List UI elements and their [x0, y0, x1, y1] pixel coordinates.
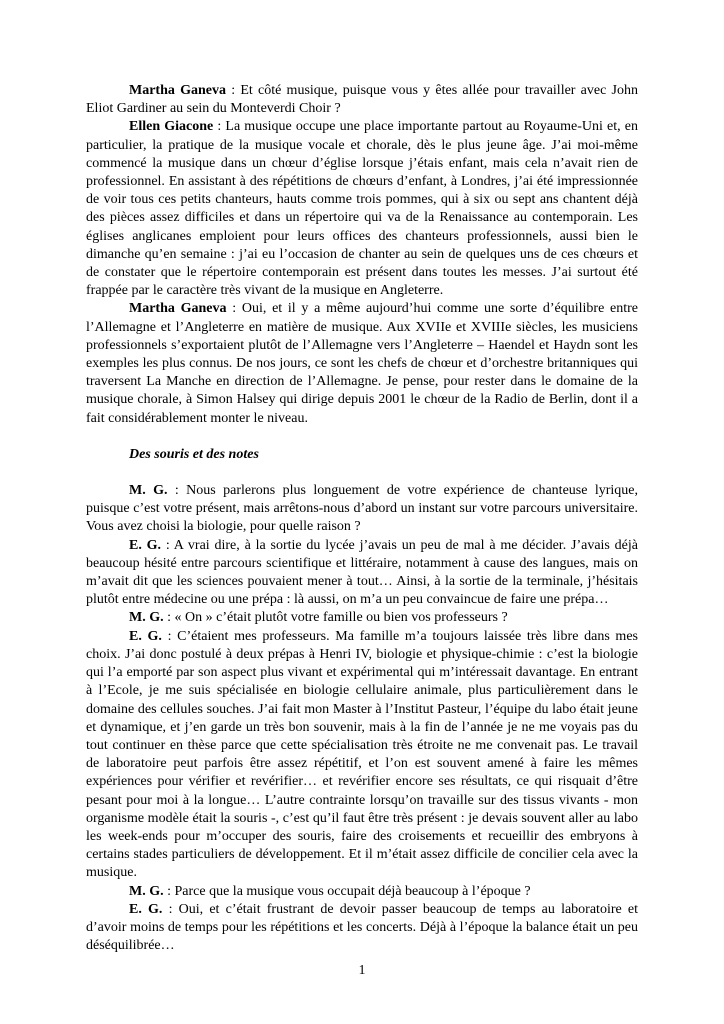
speaker-name: Martha Ganeva [129, 301, 227, 317]
paragraph-text: : « On » c’était plutôt votre famille ou bien vos professeurs ? [163, 610, 508, 626]
interview-section [86, 482, 638, 955]
paragraph [86, 628, 638, 883]
paragraph [86, 609, 638, 627]
paragraph-text: : Nous parlerons plus longuement de votre expérience de chanteuse lyrique, puisque c’est votre présent, mais arrêtons-nous d’abord un instant sur votre parcours universitaire. Vous avez choisi la biologie, pour quelle raison ? [86, 483, 638, 535]
speaker-name: Martha Ganeva [129, 83, 226, 98]
paragraph [86, 482, 638, 537]
speaker-name: M. G. [129, 483, 168, 499]
paragraph [86, 118, 638, 300]
section-heading: Des souris et des notes [129, 446, 259, 462]
interview-intro [86, 82, 638, 428]
paragraph-text: : Oui, et il y a même aujourd’hui comme une sorte d’équilibre entre l’Allemagne et l’Angleterre en matière de musique. Aux XVIIe et XVIIIe siècles, les musiciens professionnels s’exportaient plutôt de l’Allemagne vers l’Angleterre – Haendel et Haydn sont les exemples les plus connus. De nos jours, ce sont les chefs de chœur et d’orchestre britanniques qui traversent La Manche en direction de l’Allemagne. Je pense, pour rester dans le domaine de la musique chorale, à Simon Halsey qui dirige depuis 2001 le chœur de la Radio de Berlin, dont il a fait considérablement monter le niveau. [86, 301, 639, 426]
speaker-name: E. G. [129, 901, 163, 917]
speaker-name: M. G. [129, 610, 164, 626]
paragraph-text: : A vrai dire, à la sortie du lycée j’avais un peu de mal à me décider. J’avais déjà beaucoup hésité entre parcours scientifique et littéraire, notamment à cause des langues, mais on m’avait dit que les sciences pouvaient mener à tout… Ainsi, à la sortie de la terminale, j’hésitais plutôt entre médecine ou une prépa : là aussi, on m’a un peu convaincue de faire une prépa… [86, 537, 639, 608]
paragraph-text: : C’étaient mes professeurs. Ma famille m’a toujours laissée très libre dans mes choix. J’ai donc postulé à deux prépas à Henri IV, biologie et physique-chimie : c’est la biologie qui l’a emporté par son aspect plus vivant et expérimental qui m’intéressait davantage. En entrant à l’Ecole, je me suis spécialisée en biologie cellulaire animale, plus particulièrement dans le domaine des cellules souches. J’ai fait mon Master à l’Institut Pasteur, l’équipe du labo était jeune et dynamique, et j’en garde un très bon souvenir, mais à la fin de l’année je ne me voyais pas du tout continuer en thèse parce que cette spécialisation très étroite ne me convenait pas. Le travail de laboratoire peut parfois être assez répétitif, et l’on est souvent amené à faire les mêmes expériences pour vérifier et revérifier… et revérifier encore ses résultats, ce qui risquait d’être pesant pour moi à la longue… L’autre contrainte lorsqu’on travaille sur des tissus vivants - mon organisme modèle était la souris -, c’est qu’il faut être très présent : je devais souvent aller au labo les week-ends pour m’occuper des souris, faire des croisements et recueillir des embryons à certains stades particuliers de développement. Et il m’était assez difficile de concilier cela avec la musique. [86, 628, 638, 881]
paragraph-text: : Oui, et c’était frustrant de devoir passer beaucoup de temps au laboratoire et d’avoir moins de temps pour les répétitions et les concerts. Déjà à l’époque la balance était un peu déséquilibrée… [86, 901, 638, 954]
speaker-name: Ellen Giacone [129, 119, 214, 135]
speaker-name: M. G. [129, 883, 164, 899]
speaker-name: E. G. [129, 628, 162, 644]
paragraph-text: : La musique occupe une place importante partout au Royaume-Uni et, en particulier, la pratique de la musique vocale et chorale, dès le plus jeune âge. J’ai moi-même commencé la musique dans un chœur d’église lorsque j’étais enfant, mais cela n’avait rien de professionnel. En assistant à des répétitions de chœurs d’enfant, à Londres, j’ai été impressionnée de voir tous ces petits chanteurs, hauts comme trois pommes, qui à six ou sept ans chantent déjà des pièces assez difficiles et dans un répertoire qui va de la Renaissance au contemporain. Les églises anglicanes emploient pour leurs offices des chanteurs professionnels, aussi bien le dimanche qu’en semaine : j’ai eu l’occasion de chanter au sein de quelques uns de ces chœurs et de constater que le répertoire contemporain est présent dans toutes les messes. J’ai surtout été frappée par le caractère très vivant de la musique en Angleterre. [86, 119, 638, 299]
paragraph-text: : Et côté musique, puisque vous y êtes allée pour travailler avec John Eliot Gardiner au sein du Monteverdi Choir ? [86, 83, 638, 117]
page-number: 1 [358, 963, 366, 978]
paragraph [86, 537, 638, 610]
paragraph [86, 82, 638, 118]
paragraph-text: : Parce que la musique vous occupait déjà beaucoup à l’époque ? [163, 883, 531, 899]
paragraph [86, 883, 638, 901]
speaker-name: E. G. [129, 537, 162, 553]
paragraph [86, 901, 638, 956]
paragraph [86, 300, 638, 427]
